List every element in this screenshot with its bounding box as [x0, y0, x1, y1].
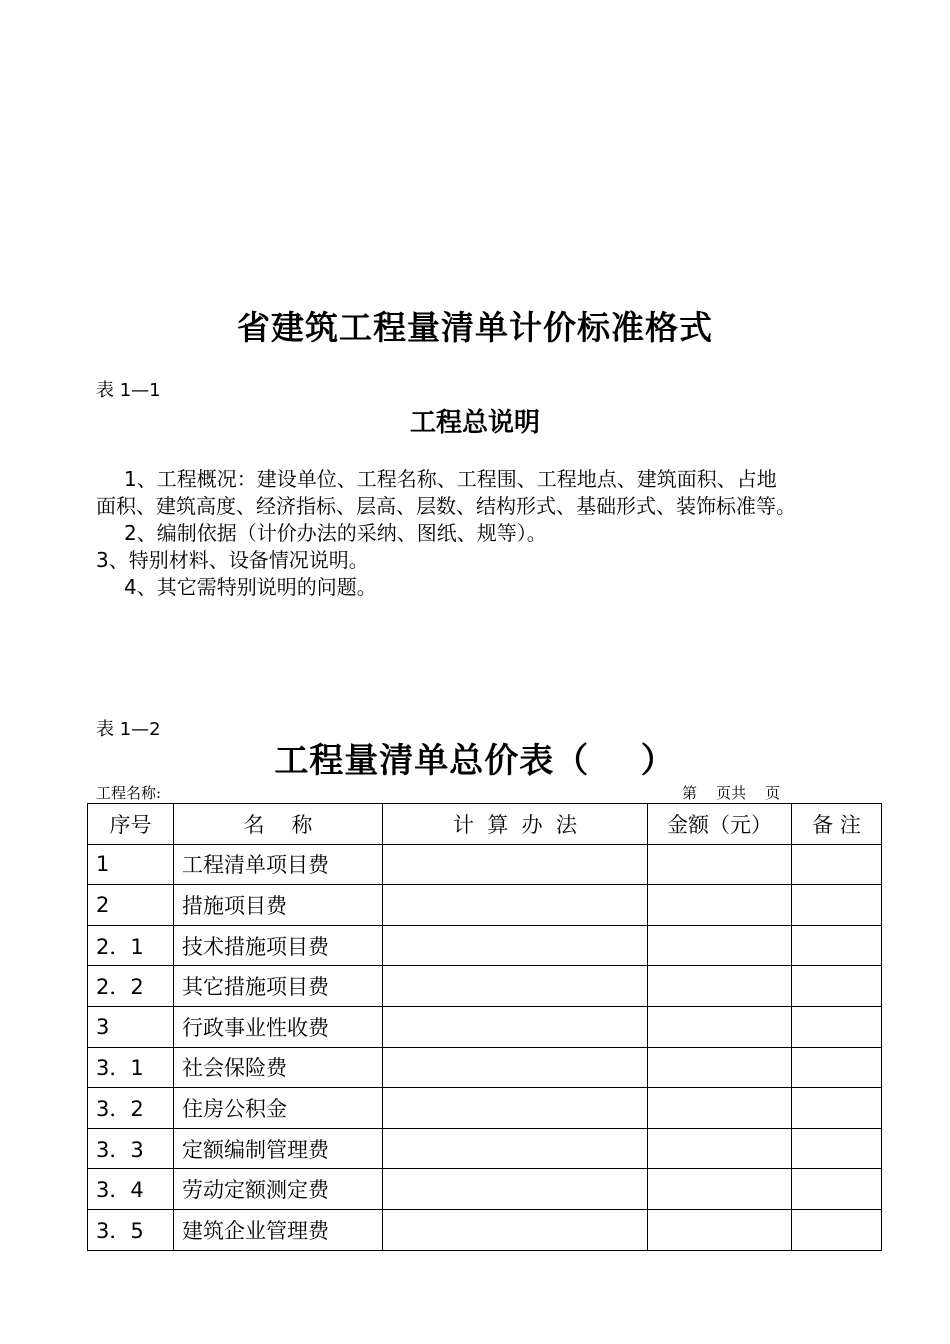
row-method-cell[interactable]	[383, 1088, 648, 1129]
row-name: 行政事业性收费	[174, 1006, 383, 1047]
row-method-cell[interactable]	[383, 1047, 648, 1088]
row-remark-cell[interactable]	[792, 925, 882, 966]
row-method-cell[interactable]	[383, 1169, 648, 1210]
row-method-cell[interactable]	[383, 1006, 648, 1047]
paragraph-1-line-2: 面积、建筑高度、经济指标、层高、层数、结构形式、基础形式、装饰标准等。	[96, 494, 796, 518]
row-no: 1	[88, 844, 174, 885]
row-no: 3．5	[88, 1209, 174, 1250]
row-no: 2	[88, 885, 174, 926]
row-amount-cell[interactable]	[648, 1088, 792, 1129]
header-no: 序号	[88, 804, 174, 845]
summary-title: 工程量清单总价表（ ）	[274, 741, 676, 781]
header-method: 计 算 办 法	[383, 804, 648, 845]
table-row	[88, 885, 882, 926]
table-row	[88, 1088, 882, 1129]
row-name: 其它措施项目费	[174, 966, 383, 1007]
row-remark-cell[interactable]	[792, 1169, 882, 1210]
row-method-cell[interactable]	[383, 844, 648, 885]
row-method-cell[interactable]	[383, 925, 648, 966]
row-remark-cell[interactable]	[792, 885, 882, 926]
paragraph-4: 4、其它需特别说明的问题。	[124, 575, 377, 599]
row-amount-cell[interactable]	[648, 844, 792, 885]
header-remark: 备 注	[792, 804, 882, 845]
row-remark-cell[interactable]	[792, 966, 882, 1007]
paragraph-2: 2、编制依据（计价办法的采纳、图纸、规等）。	[124, 521, 547, 545]
table-header-row	[88, 804, 882, 845]
row-name: 建筑企业管理费	[174, 1209, 383, 1250]
row-amount-cell[interactable]	[648, 1047, 792, 1088]
row-no: 3．4	[88, 1169, 174, 1210]
row-no: 3	[88, 1006, 174, 1047]
table-row	[88, 925, 882, 966]
row-method-cell[interactable]	[383, 885, 648, 926]
row-method-cell[interactable]	[383, 1209, 648, 1250]
row-amount-cell[interactable]	[648, 925, 792, 966]
page-info: 第 页共 页	[682, 784, 781, 802]
section-title: 工程总说明	[409, 408, 540, 438]
row-name: 定额编制管理费	[174, 1128, 383, 1169]
table1-label: 表 1—1	[96, 380, 161, 401]
header-amount: 金额（元）	[648, 804, 792, 845]
main-title: 省建筑工程量清单计价标准格式	[237, 308, 713, 347]
price-summary-table	[87, 803, 882, 1251]
row-remark-cell[interactable]	[792, 1209, 882, 1250]
row-name: 工程清单项目费	[174, 844, 383, 885]
row-remark-cell[interactable]	[792, 1128, 882, 1169]
row-name: 住房公积金	[174, 1088, 383, 1129]
table-row	[88, 966, 882, 1007]
table-row	[88, 1169, 882, 1210]
row-remark-cell[interactable]	[792, 1047, 882, 1088]
row-amount-cell[interactable]	[648, 1169, 792, 1210]
row-remark-cell[interactable]	[792, 1006, 882, 1047]
row-name: 社会保险费	[174, 1047, 383, 1088]
paragraph-3: 3、特别材料、设备情况说明。	[96, 548, 369, 572]
table-row	[88, 1209, 882, 1250]
row-remark-cell[interactable]	[792, 844, 882, 885]
table-row	[88, 1047, 882, 1088]
row-no: 2．2	[88, 966, 174, 1007]
row-name: 措施项目费	[174, 885, 383, 926]
row-no: 2．1	[88, 925, 174, 966]
row-amount-cell[interactable]	[648, 1006, 792, 1047]
row-amount-cell[interactable]	[648, 1209, 792, 1250]
row-amount-cell[interactable]	[648, 966, 792, 1007]
header-name: 名 称	[174, 804, 383, 845]
row-name: 技术措施项目费	[174, 925, 383, 966]
table-row	[88, 1006, 882, 1047]
paragraph-1-line-1: 1、工程概况：建设单位、工程名称、工程围、工程地点、建筑面积、占地	[124, 467, 777, 491]
row-remark-cell[interactable]	[792, 1088, 882, 1129]
row-amount-cell[interactable]	[648, 885, 792, 926]
row-method-cell[interactable]	[383, 1128, 648, 1169]
row-name: 劳动定额测定费	[174, 1169, 383, 1210]
row-no: 3．2	[88, 1088, 174, 1129]
row-amount-cell[interactable]	[648, 1128, 792, 1169]
project-name-label: 工程名称:	[96, 784, 162, 802]
row-method-cell[interactable]	[383, 966, 648, 1007]
table-row	[88, 844, 882, 885]
table-row	[88, 1128, 882, 1169]
row-no: 3．1	[88, 1047, 174, 1088]
table2-label: 表 1—2	[96, 719, 161, 740]
row-no: 3．3	[88, 1128, 174, 1169]
